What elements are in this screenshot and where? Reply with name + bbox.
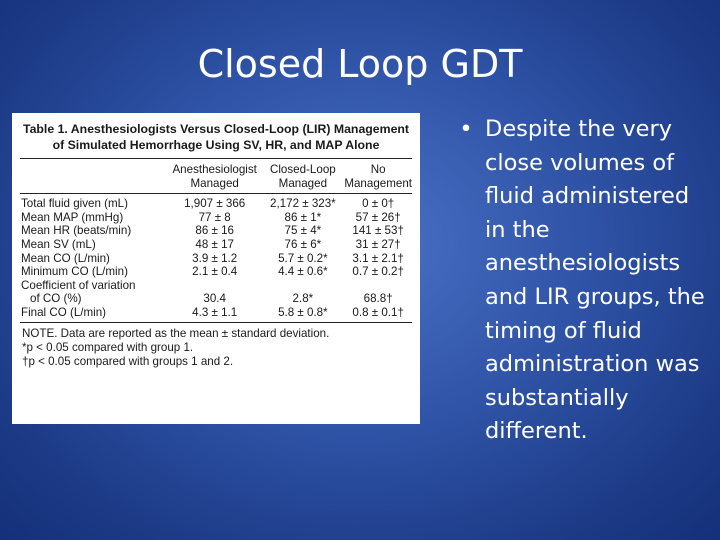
row-label: Coefficient of variation — [21, 278, 136, 292]
row-value: 5.8 ± 0.8* — [278, 305, 328, 319]
row-value — [344, 279, 412, 293]
bullet-list — [447, 113, 712, 449]
row-value: 0.7 ± 0.2† — [352, 265, 404, 279]
table-row — [20, 194, 412, 211]
row-value: 75 ± 4* — [284, 224, 322, 238]
table-row — [20, 211, 412, 225]
row-value: 86 ± 16 — [195, 224, 234, 238]
row-value: 2,172 ± 323* — [270, 197, 336, 211]
table-row — [20, 279, 412, 293]
header-line: Managed — [278, 176, 328, 190]
row-value: 0.8 ± 0.1† — [352, 305, 404, 319]
row-value: 2.1 ± 0.4 — [192, 265, 238, 279]
row-value: 76 ± 6* — [284, 237, 322, 251]
row-value: 77 ± 8 — [198, 210, 231, 224]
table-note: †p < 0.05 compared with groups 1 and 2. — [22, 354, 234, 368]
table-caption-line-1: Table 1. Anesthesiologists Versus Closed-Loop (LIR) Management — [22, 122, 410, 136]
row-value: 2.8* — [292, 292, 314, 306]
bullet-dot-icon: • — [459, 116, 473, 142]
row-label: Mean HR (beats/min) — [21, 224, 132, 238]
row-label: Mean CO (L/min) — [21, 251, 110, 265]
row-label: Total fluid given (mL) — [21, 197, 128, 211]
header-line: Closed-Loop — [269, 163, 336, 176]
table-note: NOTE. Data are reported as the mean ± standard deviation. — [22, 326, 330, 340]
header-anesthesiologist — [168, 159, 261, 193]
header-closed-loop — [261, 159, 344, 193]
row-value: 1,907 ± 366 — [184, 197, 246, 211]
row-value: 3.1 ± 2.1† — [352, 251, 404, 265]
row-value — [261, 279, 344, 293]
row-label: Mean SV (mL) — [21, 237, 96, 251]
slide-title: Closed Loop GDT — [197, 42, 523, 86]
row-value: 141 ± 53† — [352, 224, 404, 238]
row-value: 68.8† — [363, 292, 393, 306]
row-value: 4.3 ± 1.1 — [192, 305, 238, 319]
row-label: Minimum CO (L/min) — [21, 265, 128, 279]
table-row — [20, 252, 412, 266]
table-row — [20, 238, 412, 252]
table-row — [20, 265, 412, 279]
results-table — [20, 159, 412, 322]
table-row — [20, 292, 412, 306]
table-header-row — [20, 159, 412, 193]
row-value: 4.4 ± 0.6* — [278, 265, 328, 279]
bullet-item — [447, 113, 712, 449]
row-value: 30.4 — [203, 292, 226, 306]
row-value: 3.9 ± 1.2 — [192, 251, 238, 265]
table-caption-line-2: of Simulated Hemorrhage Using SV, HR, and MAP Alone — [52, 138, 380, 152]
header-blank — [20, 159, 168, 193]
header-line: Managed — [190, 176, 239, 190]
table-image — [12, 113, 420, 424]
header-line: Anesthesiologist — [172, 163, 257, 176]
header-no-management — [344, 159, 412, 193]
row-label: Final CO (L/min) — [21, 305, 107, 319]
row-value: 31 ± 27† — [355, 237, 401, 251]
row-value: 86 ± 1* — [284, 210, 322, 224]
row-value: 0 ± 0† — [362, 197, 395, 211]
row-value: 48 ± 17 — [195, 237, 234, 251]
table-caption — [20, 121, 412, 153]
header-line: No — [370, 163, 386, 176]
header-line: Management — [344, 176, 412, 190]
row-label: Mean MAP (mmHg) — [21, 210, 124, 224]
table-row — [20, 224, 412, 238]
row-value: 57 ± 26† — [355, 210, 401, 224]
table-notes — [20, 323, 412, 369]
table-note: *p < 0.05 compared with group 1. — [22, 340, 194, 354]
table-body — [20, 194, 412, 321]
bullet-text: Despite the very close volumes of fluid administered in the anesthesiologists and LIR groups, the timing of fluid administration was substantially different. — [485, 116, 705, 445]
row-value: 5.7 ± 0.2* — [278, 251, 328, 265]
row-value — [168, 279, 261, 293]
table-row — [20, 306, 412, 322]
row-label: of CO (%) — [30, 292, 82, 306]
